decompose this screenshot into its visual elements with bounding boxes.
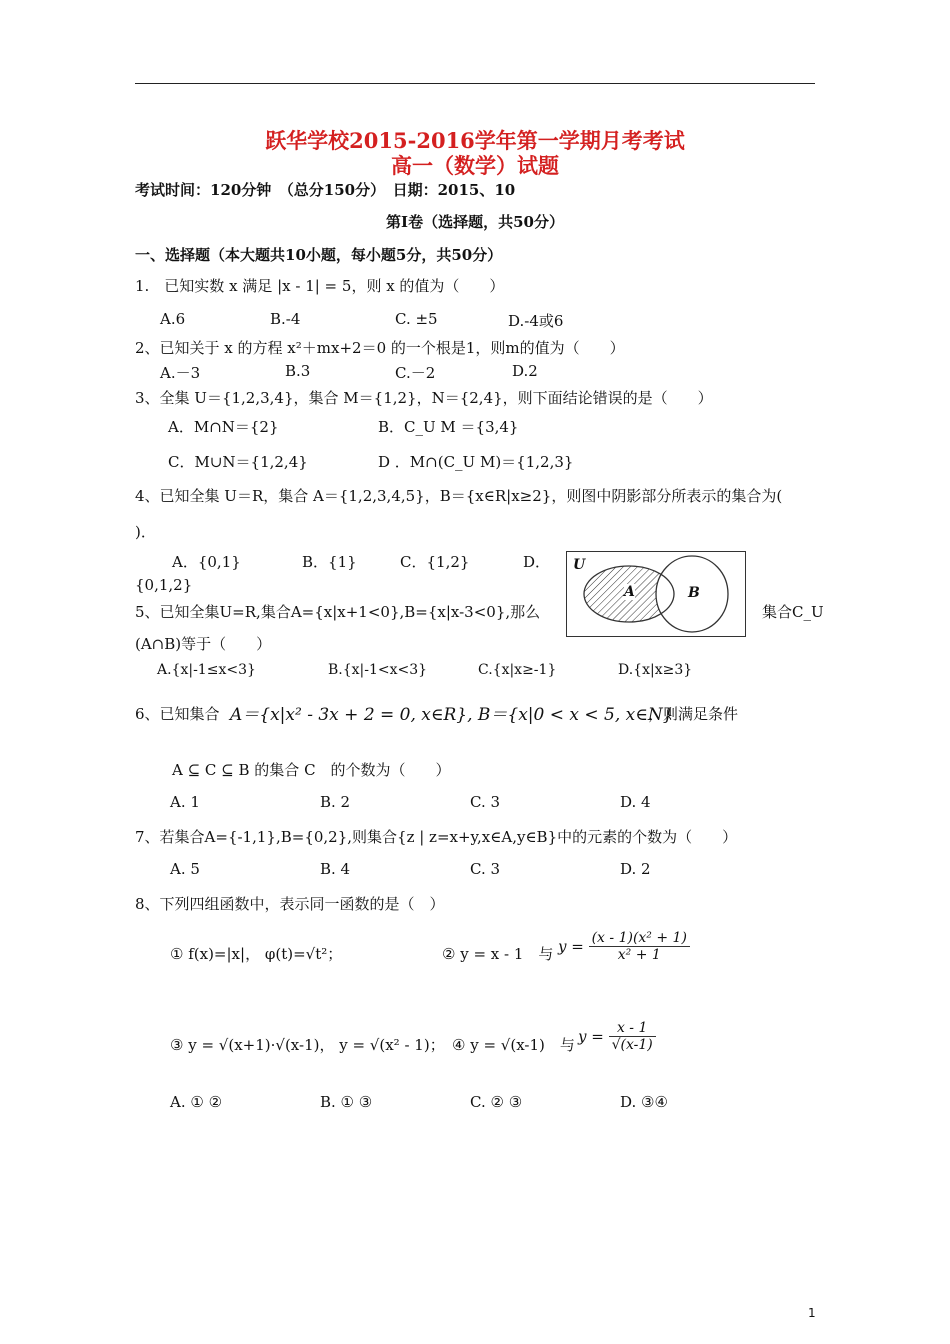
q8-option-a: A. ① ②	[170, 1093, 223, 1111]
venn-label-u: U	[573, 557, 586, 573]
q6-stem-a: 6、已知集合	[135, 705, 220, 723]
q8-option-b: B. ① ③	[320, 1093, 373, 1111]
q1-option-b: B.-4	[270, 310, 301, 328]
venn-label-b: B	[688, 585, 700, 601]
q6-option-d: D. 4	[620, 793, 651, 811]
venn-svg	[567, 552, 745, 636]
q3-option-c: C．M∪N＝{1,2,4}	[168, 453, 308, 471]
q8-item2-lhs: y =	[558, 937, 584, 956]
q4-option-c: C．{1,2}	[400, 553, 470, 571]
q8-item3: ③ y = √(x+1)·√(x-1)， y = √(x² - 1)；	[170, 1036, 445, 1054]
q4-option-d: D．	[523, 553, 551, 571]
q6-set-definition: A＝{x|x² - 3x + 2 = 0, x∈R}, B＝{x|0 < x < 5, x∈N}	[230, 705, 674, 725]
q2-option-a: A.－3	[160, 364, 201, 382]
venn-diagram	[566, 551, 746, 637]
q8-item4-a: ④ y = √(x-1) 与	[452, 1036, 575, 1054]
q1-stem: 1. 已知实数 x 满足 |x - 1| = 5，则 x 的值为（ ）	[135, 277, 505, 295]
q8-item4-denominator: √(x-1)	[611, 1037, 653, 1053]
exam-subtitle: 高一（数学）试题	[391, 153, 559, 178]
q8-item1: ① f(x)=|x|， φ(t)=√t²；	[170, 945, 343, 963]
q3-stem: 3、全集 U＝{1,2,3,4}，集合 M＝{1,2}，N＝{2,4}，则下面结论错误的是（ ）	[135, 389, 713, 407]
q5-stem-right: 集合C_U	[762, 603, 824, 621]
q4-option-b: B．{1}	[302, 553, 357, 571]
q5-option-b: B.{x|-1<x<3}	[328, 662, 428, 678]
q7-option-c: C. 3	[470, 860, 501, 878]
q8-stem: 8、下列四组函数中，表示同一函数的是（ ）	[135, 895, 445, 913]
q8-item2-denominator: x² + 1	[617, 947, 661, 963]
q8-item4-numerator: x - 1	[609, 1020, 656, 1037]
q8-item4-lhs: y =	[578, 1027, 604, 1046]
q6-option-a: A. 1	[170, 793, 200, 811]
q7-stem: 7、若集合A={-1,1},B={0,2},则集合{z | z=x+y,x∈A,y∈B}中的元素的个数为（ ）	[135, 828, 738, 846]
q1-option-d: D.-4或6	[508, 312, 564, 330]
q6-stem-b: ，则满足条件	[648, 705, 739, 723]
q8-item4-fraction	[578, 1020, 656, 1053]
q4-option-a: A．{0,1}	[172, 553, 241, 571]
q6-line2: A ⊆ C ⊆ B 的集合 C 的个数为（ ）	[172, 761, 451, 779]
q7-option-d: D. 2	[620, 860, 651, 878]
q1-option-a: A.6	[160, 310, 186, 328]
part-title: 第Ⅰ卷（选择题，共50分）	[386, 213, 564, 231]
q5-option-a: A.{x|-1≤x<3}	[157, 662, 256, 678]
q8-item2-frac	[589, 930, 690, 963]
q3-option-b: B．C_U M ＝{3,4}	[378, 418, 519, 436]
q8-item4-frac	[609, 1020, 656, 1053]
venn-label-a: A	[624, 584, 635, 600]
q3-option-d: D ．M∩(C_U M)＝{1,2,3}	[378, 453, 574, 471]
q3-option-a: A．M∩N＝{2}	[168, 418, 279, 436]
q8-option-d: D. ③④	[620, 1093, 668, 1111]
q5-stem: 5、已知全集U=R,集合A={x|x+1<0},B={x|x-3<0},那么	[135, 603, 541, 621]
q5-option-d: D.{x|x≥3}	[618, 662, 693, 678]
q6-option-b: B. 2	[320, 793, 351, 811]
q8-option-c: C. ② ③	[470, 1093, 523, 1111]
q4-stem-cont: )．	[135, 523, 156, 541]
exam-title: 跃华学校2015-2016学年第一学期月考考试	[265, 128, 685, 153]
q8-item2-numerator: (x - 1)(x² + 1)	[589, 930, 690, 947]
q5-option-c: C.{x|x≥-1}	[478, 662, 557, 678]
q2-option-d: D.2	[512, 362, 538, 380]
q2-stem: 2、已知关于 x 的方程 x²＋mx+2＝0 的一个根是1，则m的值为（ ）	[135, 339, 625, 357]
q8-item2-a: ② y = x - 1 与	[442, 945, 554, 963]
q7-option-b: B. 4	[320, 860, 351, 878]
exam-info: 考试时间：120分钟 （总分150分） 日期：2015、10	[135, 181, 516, 199]
q2-option-c: C.－2	[395, 364, 436, 382]
q4-stem: 4、已知全集 U＝R，集合 A＝{1,2,3,4,5}，B＝{x∈R|x≥2}，则图中阴影部分所表示的集合为(	[135, 487, 783, 505]
header-rule	[135, 83, 815, 84]
section-title: 一、选择题（本大题共10小题，每小题5分，共50分）	[135, 246, 503, 264]
q4-option-d-cont: {0,1,2}	[135, 576, 193, 594]
q2-option-b: B.3	[285, 362, 311, 380]
q5-stem-cont: (A∩B)等于（ ）	[135, 635, 272, 653]
q1-option-c: C. ±5	[395, 310, 438, 328]
q6-option-c: C. 3	[470, 793, 501, 811]
q7-option-a: A. 5	[170, 860, 200, 878]
q8-item2-fraction	[558, 930, 690, 963]
page-number: 1	[808, 1306, 816, 1320]
